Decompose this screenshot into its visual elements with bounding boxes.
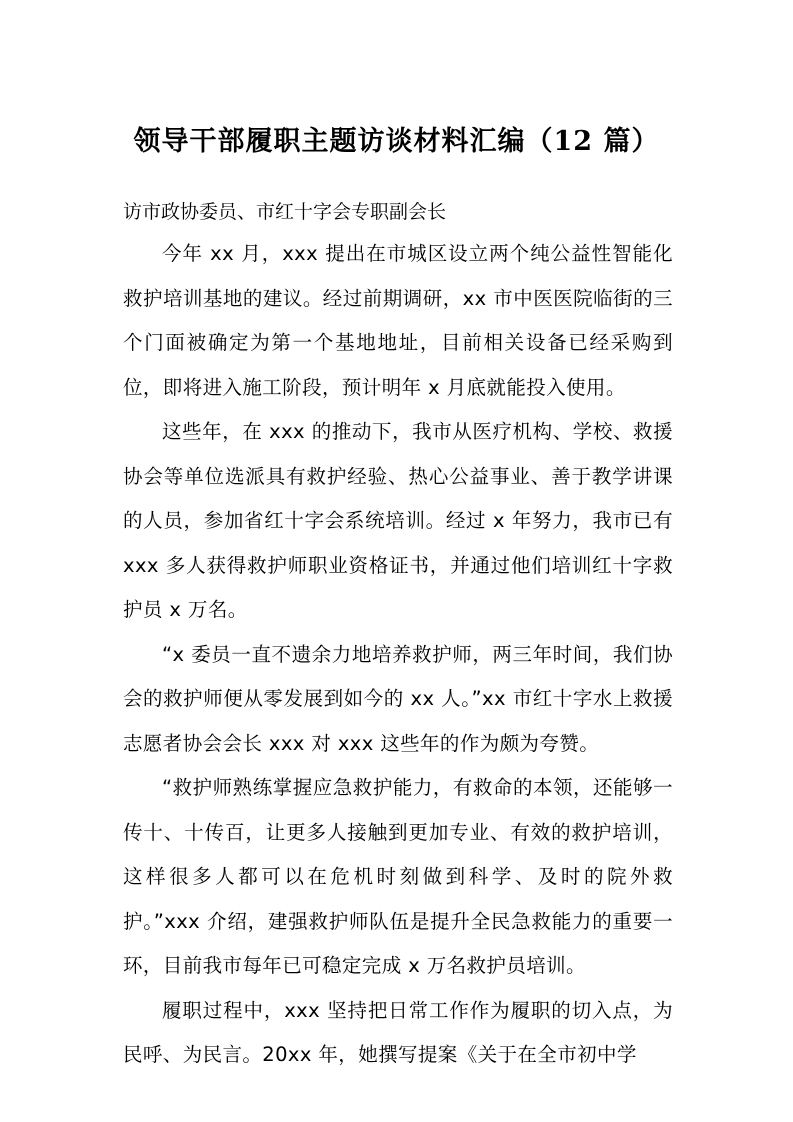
paragraph: “x 委员一直不遗余力地培养救护师，两三年时间，我们协会的救护师便从零发展到如今的 xx 人。”xx 市红十字水上救援志愿者协会会长 xxx 对 xxx 这些年的作为颇为夸赞。 bbox=[123, 642, 673, 755]
paragraph: “救护师熟练掌握应急救护能力，有救命的本领，还能够一传十、十传百，让更多人接触到更加专业、有效的救护培训，这样很多人都可以在危机时刻做到科学、及时的院外救护。”xxx 介绍，建强救护师队伍是提升全民急救能力的重要一环，目前我市每年已可稳定完成 x 万名救护员培训。 bbox=[123, 776, 673, 977]
paragraph: 履职过程中，xxx 坚持把日常工作作为履职的切入点，为民呼、为民言。20xx 年，她撰写提案《关于在全市初中学 bbox=[123, 998, 673, 1066]
paragraph: 这些年，在 xxx 的推动下，我市从医疗机构、学校、救援协会等单位选派具有救护经验、热心公益事业、善于教学讲课的人员，参加省红十字会系统培训。经过 x 年努力，我市已有 xxx 多人获得救护师职业资格证书，并通过他们培训红十字救护员 x 万名。 bbox=[123, 420, 673, 621]
document-subtitle: 访市政协委员、市红十字会专职副会长 bbox=[123, 201, 447, 223]
document-body bbox=[123, 232, 673, 1078]
paragraph: 今年 xx 月，xxx 提出在市城区设立两个纯公益性智能化救护培训基地的建议。经过前期调研，xx 市中医医院临街的三个门面被确定为第一个基地地址，目前相关设备已经采购到位，即将进入施工阶段，预计明年 x 月底就能投入使用。 bbox=[123, 242, 673, 399]
document-title: 领导干部履职主题访谈材料汇编（12 篇） bbox=[133, 126, 660, 157]
